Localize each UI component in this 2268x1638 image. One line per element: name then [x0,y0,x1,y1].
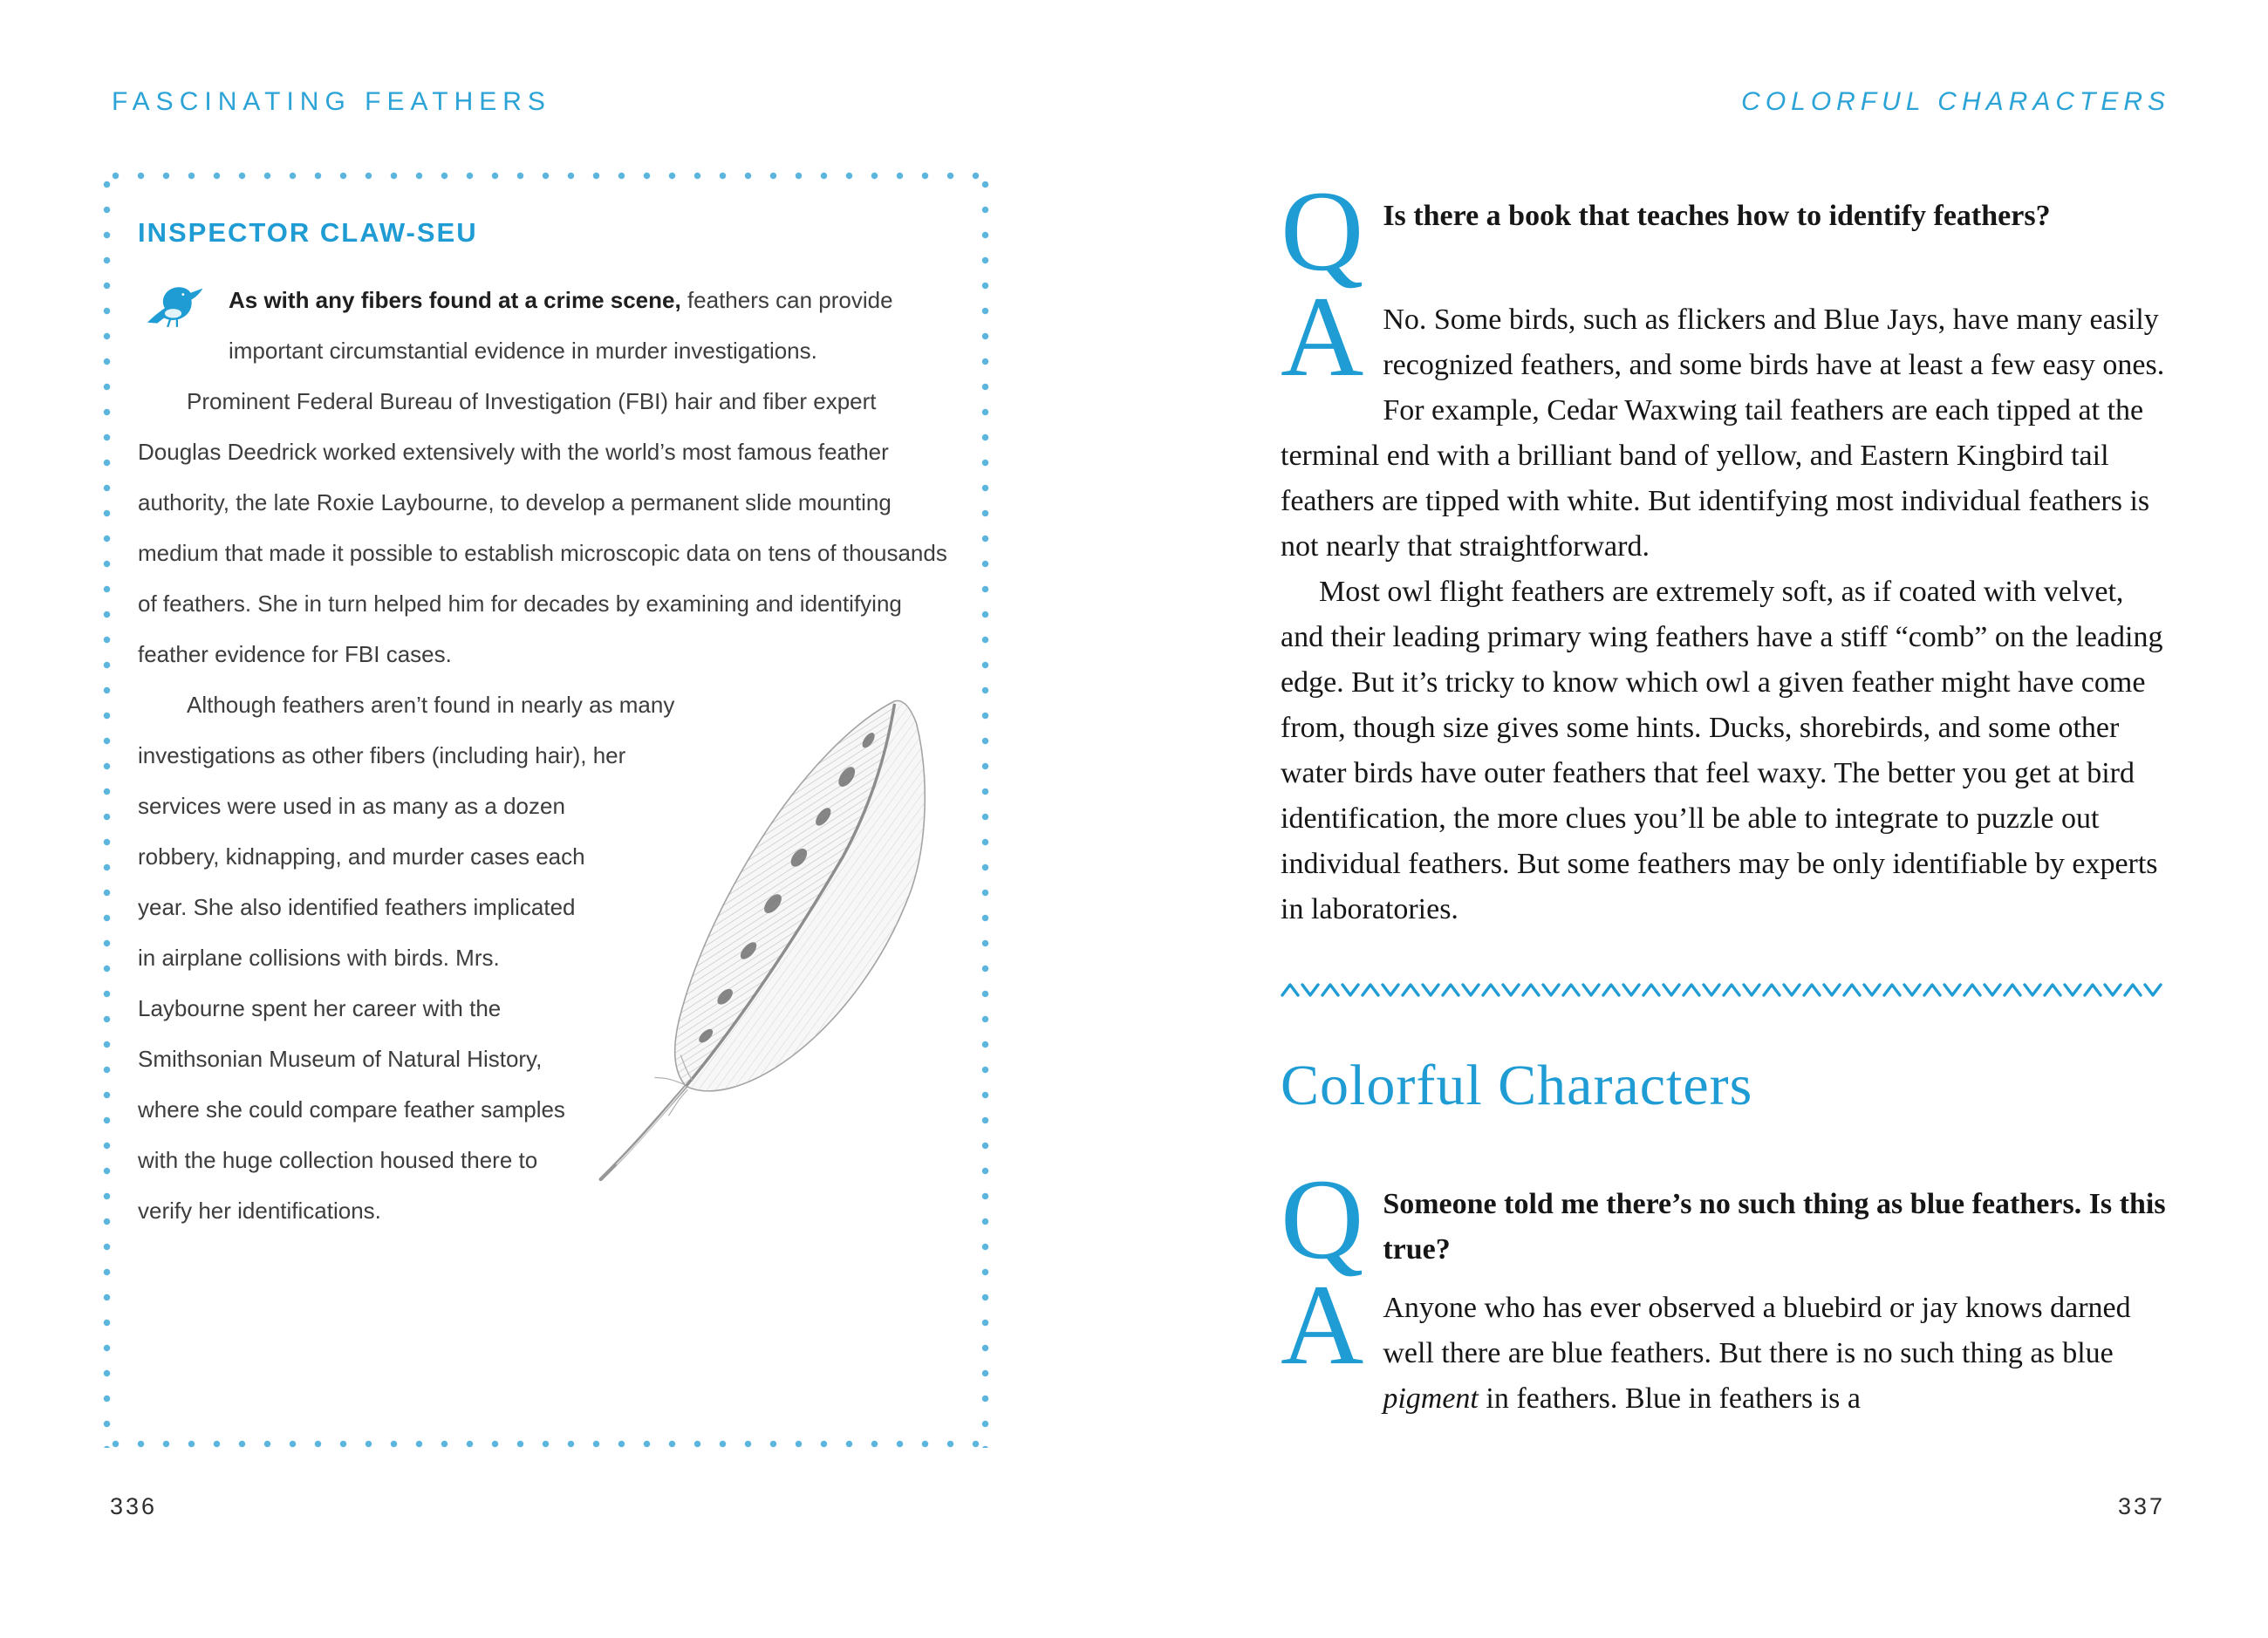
right-page-number: 337 [2117,1493,2165,1519]
box-paragraph-1 [138,275,953,376]
q-dropcap: Q [1281,167,1364,295]
qa1-answer-block [1281,271,2167,932]
inspector-claw-seu-box [103,172,989,1448]
bird-icon [138,280,215,327]
qa1-answer-paragraph-1: No. Some birds, such as flickers and Blue Jays, have many easily recognized feathers, and some birds have at least a few easy ones. For example, Cedar Waxwing tail feathers are each tipped at the terminal end with a brilliant band of yellow, and Eastern Kingbird tail feathers are tipped with white. But identifying most individual feathers is not nearly that straightforward. [1281,303,2165,563]
qa2-question-block [1281,1154,2167,1283]
left-page-number: 336 [110,1493,158,1519]
feather-illustration [581,671,958,1201]
box-lead-bold: As with any fibers found at a crime scene, [229,287,681,313]
box-title: INSPECTOR CLAW-SEU [138,217,478,248]
box-paragraph-3 [138,679,953,1236]
qa2-answer-post: in feathers. Blue in feathers is a [1478,1382,1861,1415]
left-running-head: FASCINATING FEATHERS [112,87,551,116]
box-paragraph-2: Prominent Federal Bureau of Investigation (FBI) hair and fiber expert Douglas Deedrick worked extensively with the world’s most famous feather authority, the late Roxie Laybourne, to develop a permanent slide mounting medium that made it possible to establish microscopic data on tens of thousands of feathers. She in turn helped him for decades by examining and identifying feather evidence for FBI cases. [138,388,947,667]
box-paragraph-3-text: Although feathers aren’t found in nearly as many investigations as other fibers (including hair), her services were used in as many as a dozen robbery, kidnapping, and murder cases each year. She also identified feathers implicated in airplane collisions with birds. Mrs. Laybourne spent her career with the Smithsonian Museum of Natural History, where she could compare feather samples with the huge collection housed there to verify her identifications. [138,692,675,1224]
zigzag-divider [1281,981,2167,999]
box-lead-rest: feathers can provide important circumstantial evidence in murder investigations. [229,287,893,364]
q-dropcap: Q [1281,1154,1364,1283]
qa2-question-text: Someone told me there’s no such thing as blue feathers. Is this true? [1383,1187,2166,1266]
qa2-answer-block [1281,1259,2167,1422]
qa1-question-block [1281,167,2167,295]
qa2-answer-text [1281,1259,2167,1422]
qa2-block [1281,1154,2167,1422]
qa1-answer-paragraph-2: Most owl flight feathers are extremely soft, as if coated with velvet, and their leading primary wing feathers have a stiff “comb” on the leading edge. But it’s tricky to know which owl a given feather might have come from, though size gives some hints. Ducks, shorebirds, and some other water birds have outer feathers that feel waxy. The better you get at bird identification, the more clues you’ll be able to integrate to puzzle out individual feathers. But some feathers may be only identifiable by experts in laboratories. [1281,575,2163,925]
qa2-answer-pre: Anyone who has ever observed a bluebird or jay knows darned well there are blue feathers. But there is no such thing as blue [1383,1291,2131,1369]
right-running-head: COLORFUL CHARACTERS [1741,87,2170,116]
qa1-question-text: Is there a book that teaches how to identify feathers? [1383,200,2051,232]
qa2-answer-italic-word: pigment [1383,1382,1479,1415]
section-heading: Colorful Characters [1281,1053,1753,1117]
right-page-column [1281,167,2167,1422]
a-dropcap: A [1281,1259,1364,1389]
a-dropcap: A [1281,271,1364,400]
